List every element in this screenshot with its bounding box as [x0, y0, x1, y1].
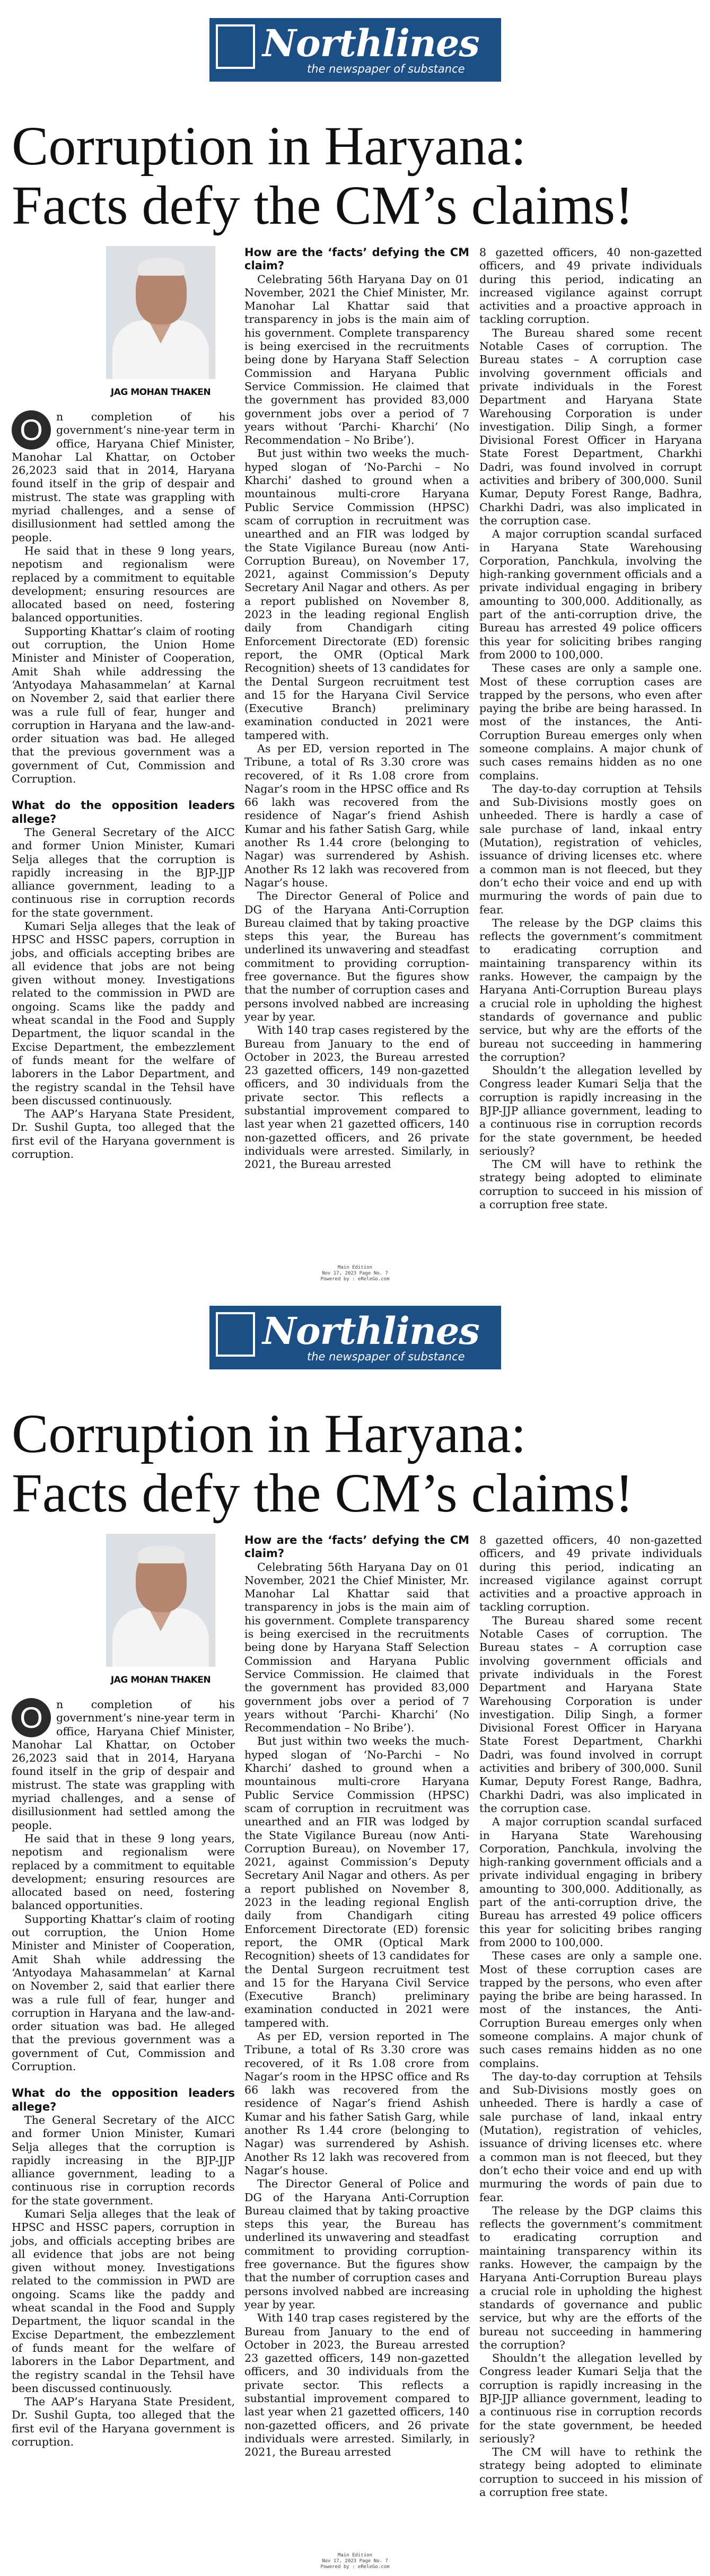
paragraph-text: The Director General of Police and DG of the Haryana Anti-Corruption Bureau claimed that by taking proactive steps this year, the Bureau has underlined its unwavering and steadfast commitment to providing corruption-free governance. But the figures show that the number of corruption cases and persons involved nabbed are increasing year by year.: [244, 2177, 469, 2311]
northlines-logo-icon: [216, 1312, 255, 1357]
paragraph-text: n completion of his government’s nine-year term in office, Haryana Chief Minister, Manohar Lal Khattar, on October 26,2023 said that in 2014, Haryana found itself in the grip of despair and mistrust. The state was grappling with myriad challenges, and a sense of disillusionment had settled among the people.: [12, 410, 235, 544]
masthead-brand: Northlines: [262, 1309, 479, 1353]
paragraph-text: As per ED, version reported in The Tribune, a total of Rs 3.30 crore was recovered, of it Rs 1.08 crore from Nagar’s room in the HPSC office and Rs 66 lakh was recovered from the residence of Nagar’s friend Ashish Kumar and his father Satish Garg, while another Rs 1.44 crore (belonging to Nagar) was surrendered by Ashish. Another Rs 12 lakh was recovered from Nagar’s house.: [244, 742, 469, 889]
paragraph-text: 8 gazetted officers, 40 non-gazetted officers, and 49 private individuals during this period, indicating an increased vigilance against corrupt activities and a proactive approach in tackling corruption.: [479, 1534, 702, 1614]
article-column-3: [479, 1534, 702, 2499]
drop-cap: O: [12, 1698, 51, 1737]
paragraph-text: The AAP’s Haryana State President, Dr. Sushil Gupta, too alleged that the first evil of the Haryana government is corruption.: [12, 1107, 235, 1161]
article-paragraph: [479, 1614, 702, 1815]
paragraph-text: A major corruption scandal surfaced in Haryana State Warehousing Corporation, Panchkula, involving the high-ranking government officials and a private individual engaging in bribery amounting to 300,000. Additionally, as part of the anti-corruption drive, the Bureau has arrested 49 police officers this year for soliciting bribes ranging from 2000 to 100,000.: [479, 527, 702, 661]
paragraph-text: Celebrating 56th Haryana Day on 01 November, 2021 the Chief Minister, Mr. Manohar Lal Khattar said that transparency in jobs is the main aim of his government. Complete transparency is being exercised in the recruitments being done by Haryana Staff Selection Commission and Haryana Public Service Commission. He claimed that the government has provided 83,000 government jobs over a period of 7 years without ‘Parchi- Kharchi’ (No Recommendation – No Bribe’).: [244, 272, 469, 447]
paragraph-text: The release by the DGP claims this reflects the government’s commitment to eradicating corruption and maintaining transparency within its ranks. However, the campaign by the Haryana Anti-Corruption Bureau plays a crucial role in upholding the highest standards of governance and public service, but why are the efforts of the bureau not succeeding in hammering the corruption?: [479, 2204, 702, 2351]
paragraph-text: The General Secretary of the AICC and former Union Minister, Kumari Selja alleges that the corruption is rapidly increasing in the BJP-JJP alliance government, leading to a continuous rise in corruption records for the state government.: [12, 825, 235, 919]
article-paragraph: [244, 2177, 469, 2311]
paragraph-text: Kumari Selja alleges that the leak of HPSC and HSSC papers, corruption in jobs, and officials accepting bribes are all evidence that jobs are not being given without money. Investigations related to the commission in PWD are ongoing. Scams like the paddy and wheat scandal in the Food and Supply Department, the liquor scandal in the Excise Department, the embezzlement of funds meant for the welfare of laborers in the Labor Department, and the registry scandal in the Tehsil have been discussed continuously.: [12, 919, 235, 1107]
article-paragraph: [244, 890, 469, 1024]
article-paragraph: [12, 920, 235, 1107]
article-paragraph: [479, 783, 702, 917]
masthead: [209, 1306, 501, 1369]
paragraph-text: Kumari Selja alleges that the leak of HPSC and HSSC papers, corruption in jobs, and officials accepting bribes are all evidence that jobs are not being given without money. Investigations related to the commission in PWD are ongoing. Scams like the paddy and wheat scandal in the Food and Supply Department, the liquor scandal in the Excise Department, the embezzlement of funds meant for the welfare of laborers in the Labor Department, and the registry scandal in the Tehsil have been discussed continuously.: [12, 2207, 235, 2395]
paragraph-text: He said that in these 9 long years, nepotism and regionalism were replaced by a commitment to equitable development; ensuring resources are allocated based on need, fostering balanced opportunities.: [12, 544, 235, 625]
footer-date-page: Nov 17, 2023 Page No. 7: [322, 2559, 388, 2564]
article-paragraph: [244, 447, 469, 742]
page-footer: [0, 2553, 710, 2570]
article-paragraph: [244, 273, 469, 447]
paragraph-text: A major corruption scandal surfaced in Haryana State Warehousing Corporation, Panchkula, involving the high-ranking government officials and a private individual engaging in bribery amounting to 300,000. Additionally, as part of the anti-corruption drive, the Bureau has arrested 49 police officers this year for soliciting bribes ranging from 2000 to 100,000.: [479, 1815, 702, 1949]
article-column-2: [244, 1534, 469, 2459]
newspaper-page: [0, 1288, 710, 2576]
article-paragraph: [244, 1024, 469, 1171]
article-paragraph: [244, 2030, 469, 2177]
northlines-logo-icon: [216, 24, 255, 69]
paragraph-text: But just within two weeks the much-hyped slogan of ‘No-Parchi – No Kharchi’ dashed to ground when a mountainous multi-crore Haryana Public Service Commission (HPSC) scam of corruption in recruitment was unearthed and an FIR was lodged by the State Vigilance Bureau (now Anti-Corruption Bureau), on November 17, 2021, against Commission’s Deputy Secretary Anil Nagar and others. As per a report published on November 8, 2023 in the leading regional English daily from Chandigarh citing Enforcement Directorate (ED) forensic report, the OMR (Optical Mark Recognition) sheets of 13 candidates for the Dental Surgeon recruitment test and 15 for the Haryana Civil Service (Executive Branch) preliminary examination conducted in 2021 were tampered with.: [244, 1735, 469, 2029]
article-paragraph: [12, 2208, 235, 2395]
article-paragraph: [244, 1735, 469, 2030]
paragraph-text: As per ED, version reported in The Tribune, a total of Rs 3.30 crore was recovered, of it Rs 1.08 crore from Nagar’s room in the HPSC office and Rs 66 lakh was recovered from the residence of Nagar’s friend Ashish Kumar and his father Satish Garg, while another Rs 1.44 crore (belonging to Nagar) was surrendered by Ashish. Another Rs 12 lakh was recovered from Nagar’s house.: [244, 2029, 469, 2177]
footer-edition: Main Edition: [337, 2553, 373, 2558]
article-paragraph: [12, 1832, 235, 1913]
paragraph-text: The Bureau shared some recent Notable Cases of corruption. The Bureau states – A corruption case involving government officials and private individuals in the Forest Department and Haryana State Warehousing Corporation is under investigation. Dilip Singh, a former Divisional Forest Officer in Haryana State Forest Department, Charkhi Dadri, was found involved in corrupt activities and bribery of 300,000. Sunil Kumar, Deputy Forest Range, Badhra, Charkhi Dadri, was also implicated in the corruption case.: [479, 326, 702, 527]
paragraph-text: The AAP’s Haryana State President, Dr. Sushil Gupta, too alleged that the first evil of the Haryana government is corruption.: [12, 2395, 235, 2449]
author-byline: JAG MOHAN THAKEN: [110, 1675, 211, 1685]
article-paragraph: [244, 2311, 469, 2459]
article-paragraph: [479, 2352, 702, 2446]
paragraph-text: What do the opposition leaders allege?: [12, 799, 235, 825]
article-paragraph: [479, 662, 702, 783]
author-portrait: [106, 1534, 215, 1667]
masthead: [209, 18, 501, 82]
article-paragraph: [244, 1561, 469, 1735]
headline-line-2: Facts defy the CM’s claims!: [12, 1463, 634, 1524]
article-paragraph: [479, 1158, 702, 1211]
article-paragraph: [479, 1949, 702, 2070]
paragraph-text: How are the ‘facts’ defying the CM claim?: [244, 246, 469, 272]
article-column-2: [244, 246, 469, 1171]
paragraph-text: What do the opposition leaders allege?: [12, 2087, 235, 2113]
article-paragraph: [479, 917, 702, 1064]
article-paragraph: [12, 544, 235, 625]
section-subheading: [244, 246, 469, 273]
paragraph-text: Celebrating 56th Haryana Day on 01 November, 2021 the Chief Minister, Mr. Manohar Lal Khattar said that transparency in jobs is the main aim of his government. Complete transparency is being exercised in the recruitments being done by Haryana Staff Selection Commission and Haryana Public Service Commission. He claimed that the government has provided 83,000 government jobs over a period of 7 years without ‘Parchi- Kharchi’ (No Recommendation – No Bribe’).: [244, 1560, 469, 1735]
article-headline: [12, 1404, 701, 1523]
paragraph-text: The General Secretary of the AICC and former Union Minister, Kumari Selja alleges that the corruption is rapidly increasing in the BJP-JJP alliance government, leading to a continuous rise in corruption records for the state government.: [12, 2113, 235, 2207]
masthead-tagline: the newspaper of substance: [307, 63, 465, 75]
article-paragraph: [479, 1815, 702, 1949]
article-paragraph: [479, 1064, 702, 1158]
paragraph-text: Shouldn’t the allegation levelled by Congress leader Kumari Selja that the corruption is rapidly increasing in the BJP-JJP alliance government, leading to a continuous rise in corruption records for the state government, be heeded seriously?: [479, 1064, 702, 1157]
footer-powered: Powered by : eReleGo.com: [320, 1277, 390, 1282]
paragraph-text: Supporting Khattar’s claim of rooting out corruption, the Union Home Minister and Minister of Cooperation, Amit Shah while addressing the ‘Antyodaya Mahasammelan’ at Karnal on November 2, said that earlier there was a rule full of fear, hunger and corruption in Haryana and the law-and-order situation was bad. He alleged that the previous government was a government of Cut, Commission and Corruption.: [12, 1912, 235, 2073]
paragraph-text: Shouldn’t the allegation levelled by Congress leader Kumari Selja that the corruption is rapidly increasing in the BJP-JJP alliance government, leading to a continuous rise in corruption records for the state government, be heeded seriously?: [479, 2352, 702, 2445]
article-paragraph: [12, 2114, 235, 2208]
paragraph-text: These cases are only a sample one. Most of these corruption cases are trapped by the persons, who even after paying the bribe are being harassed. In most of the instances, the Anti-Corruption Bureau emerges only when someone complains. A major chunk of such cases remains hidden as no one complains.: [479, 1949, 702, 2070]
article-paragraph: [12, 410, 235, 544]
section-subheading: [12, 2087, 235, 2114]
section-subheading: [12, 799, 235, 826]
article-headline: [12, 117, 701, 235]
paragraph-text: n completion of his government’s nine-year term in office, Haryana Chief Minister, Manohar Lal Khattar, on October 26,2023 said that in 2014, Haryana found itself in the grip of despair and mistrust. The state was grappling with myriad challenges, and a sense of disillusionment had settled among the people.: [12, 1698, 235, 1832]
article-paragraph: [479, 527, 702, 662]
paragraph-text: The day-to-day corruption at Tehsils and Sub-Divisions mostly goes on unheeded. There is hardly a case of sale purchase of land, inkaal entry (Mutation), registration of vehicles, issuance of driving licenses etc. where a common man is not fleeced, but they don’t echo their voice and end up with murmuring the words of pain due to fear.: [479, 2070, 702, 2204]
paragraph-text: These cases are only a sample one. Most of these corruption cases are trapped by the persons, who even after paying the bribe are being harassed. In most of the instances, the Anti-Corruption Bureau emerges only when someone complains. A major chunk of such cases remains hidden as no one complains.: [479, 662, 702, 782]
article-paragraph: [244, 742, 469, 890]
headline-line-1: Corruption in Haryana:: [12, 116, 527, 177]
article-paragraph: [12, 826, 235, 920]
article-column-1: [12, 1698, 235, 2449]
article-column-3: [479, 246, 702, 1211]
paragraph-text: He said that in these 9 long years, nepotism and regionalism were replaced by a commitment to equitable development; ensuring resources are allocated based on need, fostering balanced opportunities.: [12, 1832, 235, 1912]
paragraph-text: Supporting Khattar’s claim of rooting out corruption, the Union Home Minister and Minister of Cooperation, Amit Shah while addressing the ‘Antyodaya Mahasammelan’ at Karnal on November 2, said that earlier there was a rule full of fear, hunger and corruption in Haryana and the law-and-order situation was bad. He alleged that the previous government was a government of Cut, Commission and Corruption.: [12, 625, 235, 786]
article-paragraph: [479, 1534, 702, 1614]
footer-powered: Powered by : eReleGo.com: [320, 2564, 390, 2570]
section-subheading: [244, 1534, 469, 1561]
paragraph-text: The day-to-day corruption at Tehsils and Sub-Divisions mostly goes on unheeded. There is hardly a case of sale purchase of land, inkaal entry (Mutation), registration of vehicles, issuance of driving licenses etc. where a common man is not fleeced, but they don’t echo their voice and end up with murmuring the words of pain due to fear.: [479, 782, 702, 916]
headline-line-1: Corruption in Haryana:: [12, 1403, 527, 1464]
paragraph-text: With 140 trap cases registered by the Bureau from January to the end of October in 2023, the Bureau arrested 23 gazetted officers, 149 non-gazetted officers, and 30 individuals from the private sector. This reflects a substantial improvement compared to last year when 21 gazetted officers, 140 non-gazetted officers, and 26 private individuals were arrested. Similarly, in 2021, the Bureau arrested: [244, 2311, 469, 2459]
page-footer: [0, 1265, 710, 1282]
article-paragraph: [12, 1913, 235, 2074]
article-paragraph: [479, 2070, 702, 2204]
paragraph-text: 8 gazetted officers, 40 non-gazetted officers, and 49 private individuals during this period, indicating an increased vigilance against corrupt activities and a proactive approach in tackling corruption.: [479, 246, 702, 326]
footer-edition: Main Edition: [337, 1265, 373, 1270]
footer-date-page: Nov 17, 2023 Page No. 7: [322, 1271, 388, 1276]
masthead-brand: Northlines: [262, 21, 479, 65]
article-paragraph: [12, 625, 235, 786]
article-paragraph: [479, 246, 702, 327]
article-paragraph: [479, 327, 702, 527]
masthead-tagline: the newspaper of substance: [307, 1350, 465, 1363]
paragraph-text: The CM will have to rethink the strategy being adopted to eliminate corruption to succeed in his mission of a corruption free state.: [479, 2446, 702, 2499]
article-paragraph: [479, 2446, 702, 2499]
drop-cap: O: [12, 410, 51, 450]
article-paragraph: [479, 2204, 702, 2352]
article-column-1: [12, 410, 235, 1161]
author-byline: JAG MOHAN THAKEN: [110, 387, 211, 398]
paragraph-text: How are the ‘facts’ defying the CM claim?: [244, 1534, 469, 1560]
paragraph-text: The CM will have to rethink the strategy being adopted to eliminate corruption to succeed in his mission of a corruption free state.: [479, 1158, 702, 1211]
article-paragraph: [12, 1107, 235, 1161]
article-paragraph: [12, 1698, 235, 1832]
paragraph-text: The Bureau shared some recent Notable Cases of corruption. The Bureau states – A corruption case involving government officials and private individuals in the Forest Department and Haryana State Warehousing Corporation is under investigation. Dilip Singh, a former Divisional Forest Officer in Haryana State Forest Department, Charkhi Dadri, was found involved in corrupt activities and bribery of 300,000. Sunil Kumar, Deputy Forest Range, Badhra, Charkhi Dadri, was also implicated in the corruption case.: [479, 1614, 702, 1815]
paragraph-text: With 140 trap cases registered by the Bureau from January to the end of October in 2023, the Bureau arrested 23 gazetted officers, 149 non-gazetted officers, and 30 individuals from the private sector. This reflects a substantial improvement compared to last year when 21 gazetted officers, 140 non-gazetted officers, and 26 private individuals were arrested. Similarly, in 2021, the Bureau arrested: [244, 1024, 469, 1171]
paragraph-text: The Director General of Police and DG of the Haryana Anti-Corruption Bureau claimed that by taking proactive steps this year, the Bureau has underlined its unwavering and steadfast commitment to providing corruption-free governance. But the figures show that the number of corruption cases and persons involved nabbed are increasing year by year.: [244, 890, 469, 1023]
headline-line-2: Facts defy the CM’s claims!: [12, 175, 634, 236]
author-portrait: [106, 246, 215, 379]
paragraph-text: The release by the DGP claims this reflects the government’s commitment to eradicating corruption and maintaining transparency within its ranks. However, the campaign by the Haryana Anti-Corruption Bureau plays a crucial role in upholding the highest standards of governance and public service, but why are the efforts of the bureau not succeeding in hammering the corruption?: [479, 916, 702, 1063]
paragraph-text: But just within two weeks the much-hyped slogan of ‘No-Parchi – No Kharchi’ dashed to ground when a mountainous multi-crore Haryana Public Service Commission (HPSC) scam of corruption in recruitment was unearthed and an FIR was lodged by the State Vigilance Bureau (now Anti-Corruption Bureau), on November 17, 2021, against Commission’s Deputy Secretary Anil Nagar and others. As per a report published on November 8, 2023 in the leading regional English daily from Chandigarh citing Enforcement Directorate (ED) forensic report, the OMR (Optical Mark Recognition) sheets of 13 candidates for the Dental Surgeon recruitment test and 15 for the Haryana Civil Service (Executive Branch) preliminary examination conducted in 2021 were tampered with.: [244, 447, 469, 742]
article-paragraph: [12, 2395, 235, 2449]
